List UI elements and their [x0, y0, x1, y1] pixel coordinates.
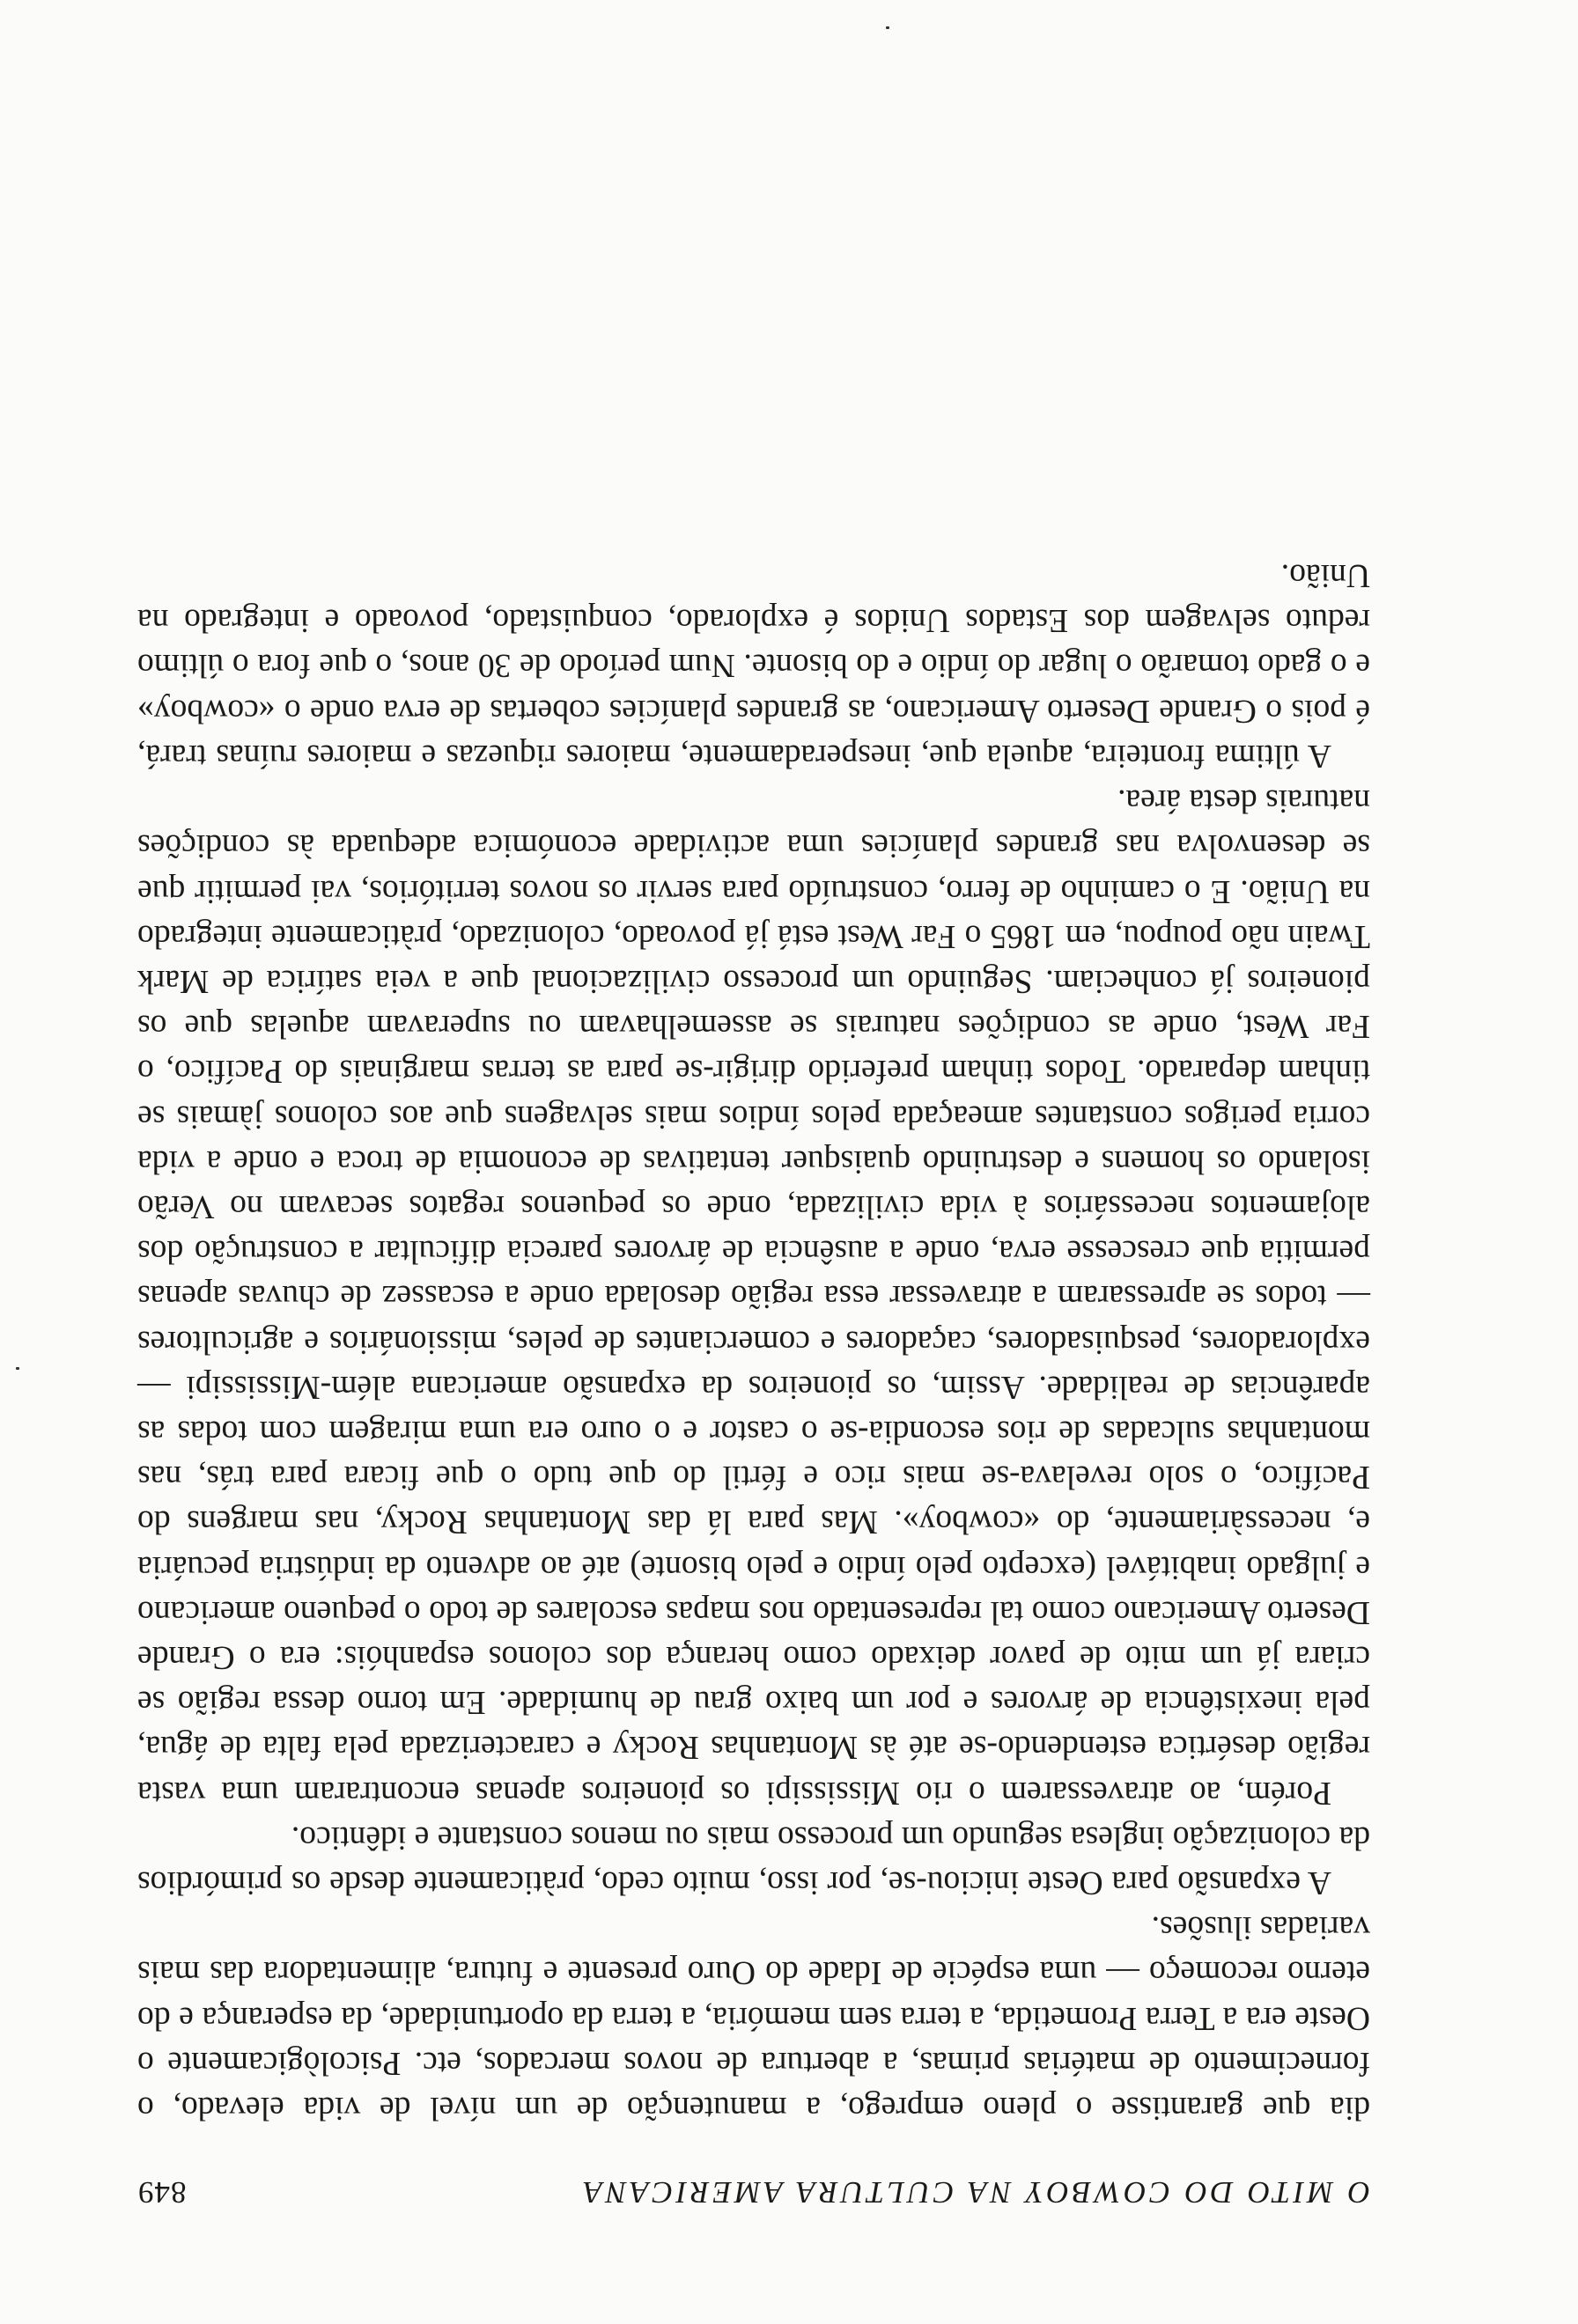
paragraph-4: A última fronteira, aquela que, inesperadamente, maiores riquezas e maiores ruínas trará, é pois o Grande Deserto Americano, as grandes planícies cobertas de erva onde o «cowboy» e o gado tomarão o lugar do índio e do bisonte. Num período de 30 anos, o que fora o último reduto selvagem dos Estados Unidos é explorado, conquistado, povoado e integrado na União. — [137, 557, 1370, 774]
page-number: 849 — [137, 2175, 187, 2210]
running-header — [137, 2157, 1370, 2210]
body-text — [137, 553, 1370, 2130]
speck-mark — [886, 26, 889, 29]
running-title: O MITO DO COWBOY NA CULTURA AMERICANA — [579, 2175, 1370, 2210]
paragraph-1: dia que garantisse o pleno emprego, a manutenção de um nível de vida elevado, o fornecimento de matérias primas, a abertura de novos mercados, etc. Psicològicamente o Oeste era a Terra Prometida, a terra sem memória, a terra da oportunidade, da esperança e do eterno recomeço — uma espécie de Idade do Ouro presente e futura, alimentadora das mais variadas ilusões. — [137, 1909, 1370, 2126]
page-content — [137, 553, 1370, 2210]
paragraph-3: Porém, ao atravessarem o rio Mississipi os pioneiros apenas encontraram uma vasta região desértica estendendo-se até às Montanhas Rocky e caracterizada pela falta de água, pela inexistência de árvores e por um baixo grau de humidade. Em torno dessa região se criara já um mito de pavor deixado como herança dos colonos espanhóis: era o Grande Deserto Americano como tal representado nos mapas escolares de todo o pequeno americano e julgado inabitável (excepto pelo índio e pelo bisonte) até ao advento da indústria pecuária e, necessàriamente, do «cowboy». Mas para lá das Montanhas Rocky, nas margens do Pacífico, o solo revelava-se mais rico e fértil do que tudo o que ficara para trás, nas montanhas sulcadas de rios escondia-se o castor e o ouro era uma miragem com todas as aparências de realidade. Assim, os pioneiros da expansão americana além-Mississipi — exploradores, pesquisadores, caçadores e comerciantes de peles, missionários e agricultores — todos se apressaram a atravessar essa região desolada onde a escassez de chuvas apenas permitia que crescesse erva, onde a ausência de árvores parecia dificultar a construção dos alojamentos necessários à vida civilizada, onde os pequenos regatos secavam no Verão isolando os homens e destruindo quaisquer tentativas de economia de troca e onde a vida corria perigos constantes ameaçada pelos índios mais selvagens que aos colonos jàmais se tinham deparado. Todos tinham preferido dirigir-se para as terras marginais do Pacífico, o Far West, onde as condições naturais se assemelhavam ou superavam aquelas que os pioneiros já conheciam. Seguindo um processo civilizacional que a veia satírica de Mark Twain não poupou, em 1865 o Far West está já povoado, colonizado, pràticamente integrado na União. E o caminho de ferro, construído para servir os novos territórios, vai permitir que se desenvolva nas grandes planícies uma actividade económica adequada às condições naturais desta área. — [137, 783, 1370, 1811]
paragraph-2: A expansão para Oeste iniciou-se, por isso, muito cedo, pràticamente desde os primórdios da colonização inglesa segundo um processo mais ou menos constante e idêntico. — [137, 1819, 1370, 1901]
speck-mark — [16, 1367, 19, 1370]
